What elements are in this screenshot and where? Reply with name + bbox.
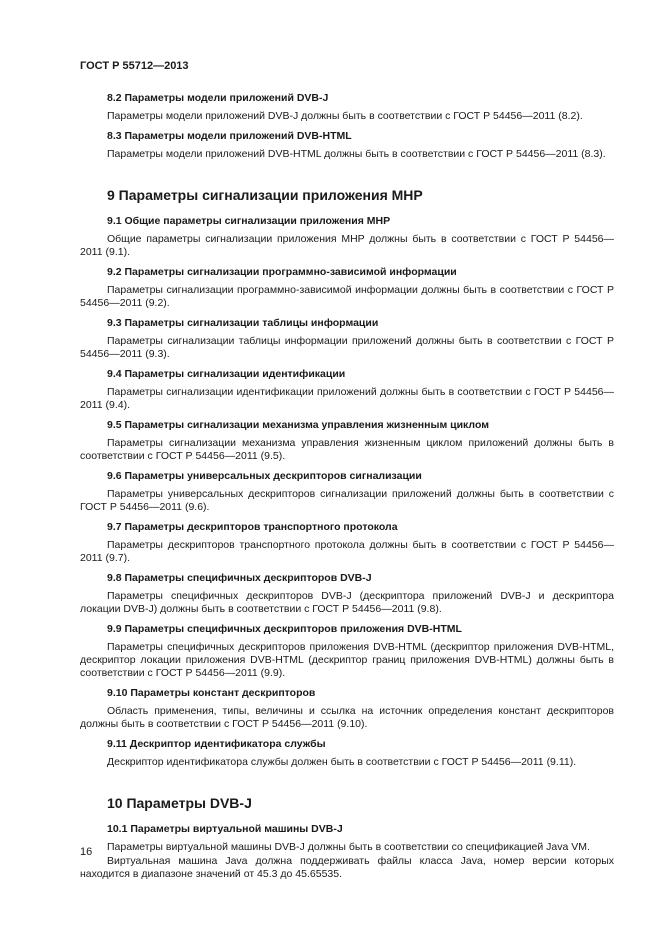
paragraph: Параметры специфичных дескрипторов DVB-J (дескриптора приложений DVB-J и дескриптора локации DVB-J) должны быть в соответствии с ГОСТ Р 54456—2011 (9.8). — [80, 590, 614, 615]
subsection-heading: 9.8 Параметры специфичных дескрипторов DVB-J — [107, 572, 372, 584]
subsection-heading: 9.5 Параметры сигнализации механизма управления жизненным циклом — [107, 419, 489, 431]
paragraph: Область применения, типы, величины и ссылка на источник определения констант дескрипторов должны быть в соответствии с ГОСТ Р 54456—2011 (9.10). — [80, 705, 614, 730]
subsection-heading: 9.1 Общие параметры сигнализации приложения MHP — [107, 215, 391, 227]
subsection-heading: 9.6 Параметры универсальных дескрипторов сигнализации — [107, 470, 422, 482]
subsection-heading: 9.2 Параметры сигнализации программно-зависимой информации — [107, 266, 457, 278]
page-number: 16 — [80, 846, 93, 858]
paragraph: Параметры сигнализации идентификации приложений должны быть в соответствии с ГОСТ Р 54456—2011 (9.4). — [80, 386, 614, 411]
subsection-heading: 9.3 Параметры сигнализации таблицы информации — [107, 317, 379, 329]
section-heading: 9 Параметры сигнализации приложения MHP — [107, 187, 423, 203]
section-heading: 10 Параметры DVB-J — [107, 795, 252, 811]
paragraph: Параметры модели приложений DVB-J должны быть в соответствии с ГОСТ Р 54456—2011 (8.2). — [107, 110, 583, 122]
subsection-heading: 10.1 Параметры виртуальной машины DVB-J — [107, 823, 343, 835]
paragraph: Общие параметры сигнализации приложения MHP должны быть в соответствии с ГОСТ Р 54456—2011 (9.1). — [80, 233, 614, 258]
paragraph: Параметры специфичных дескрипторов приложения DVB-HTML (дескриптор приложения DVB-HTML, дескриптор локации приложения DVB-HTML (дескриптор границ приложения DVB-HTML) должны быть в соответствии с ГОСТ Р 54456—2011 (9.9). — [80, 641, 614, 679]
subsection-heading: 8.2 Параметры модели приложений DVB-J — [107, 92, 329, 104]
paragraph: Виртуальная машина Java должна поддерживать файлы класса Java, номер версии которых находится в диапазоне значений от 45.3 до 45.65535. — [80, 855, 614, 880]
subsection-heading: 8.3 Параметры модели приложений DVB-HTML — [107, 130, 352, 142]
paragraph: Параметры дескрипторов транспортного протокола должны быть в соответствии с ГОСТ Р 54456—2011 (9.7). — [80, 539, 614, 564]
subsection-heading: 9.7 Параметры дескрипторов транспортного протокола — [107, 521, 398, 533]
paragraph: Дескриптор идентификатора службы должен быть в соответствии с ГОСТ Р 54456—2011 (9.11). — [107, 756, 577, 768]
paragraph: Параметры модели приложений DVB-HTML должны быть в соответствии с ГОСТ Р 54456—2011 (8.3). — [107, 148, 606, 160]
paragraph: Параметры сигнализации таблицы информации приложений должны быть в соответствии с ГОСТ Р 54456—2011 (9.3). — [80, 335, 614, 360]
document-body — [80, 92, 614, 888]
paragraph: Параметры сигнализации программно-зависимой информации должны быть в соответствии с ГОСТ Р 54456—2011 (9.2). — [80, 284, 614, 309]
paragraph: Параметры виртуальной машины DVB-J должны быть в соответствии со спецификацией Java VM. — [107, 841, 590, 853]
subsection-heading: 9.9 Параметры специфичных дескрипторов приложения DVB-HTML — [107, 623, 462, 635]
paragraph: Параметры сигнализации механизма управления жизненным циклом приложений должны быть в соответствии с ГОСТ Р 54456—2011 (9.5). — [80, 437, 614, 462]
document-header: ГОСТ Р 55712—2013 — [80, 60, 189, 72]
subsection-heading: 9.11 Дескриптор идентификатора службы — [107, 738, 326, 750]
subsection-heading: 9.4 Параметры сигнализации идентификации — [107, 368, 346, 380]
paragraph: Параметры универсальных дескрипторов сигнализации приложений должны быть в соответствии с ГОСТ Р 54456—2011 (9.6). — [80, 488, 614, 513]
subsection-heading: 9.10 Параметры констант дескрипторов — [107, 687, 316, 699]
